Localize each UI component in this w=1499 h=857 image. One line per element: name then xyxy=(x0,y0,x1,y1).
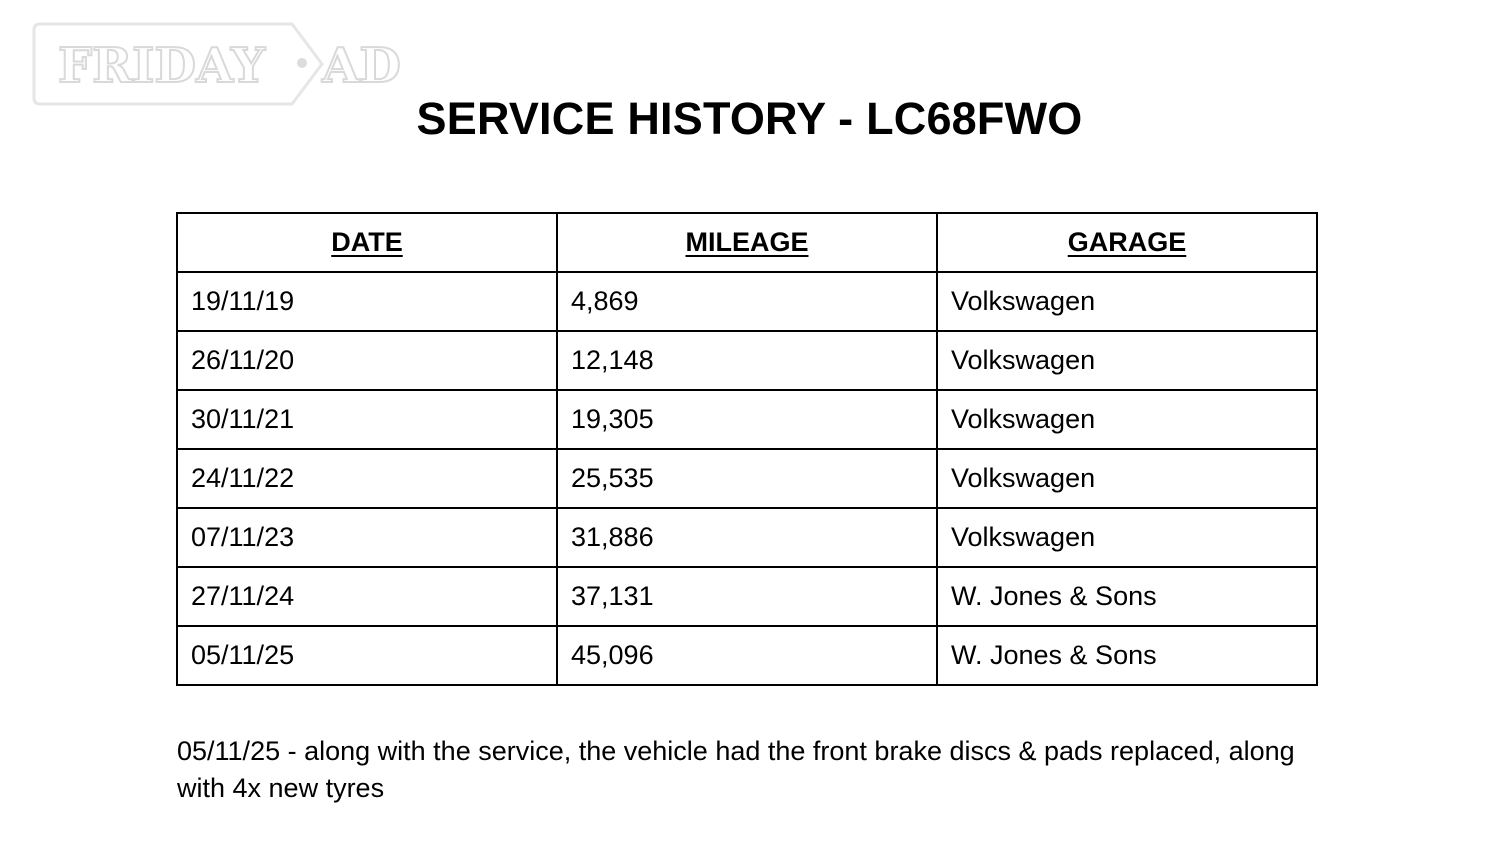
table-row xyxy=(177,331,1317,390)
garage-cell: Volkswagen xyxy=(937,449,1317,508)
mileage-cell: 4,869 xyxy=(557,272,937,331)
page-title: SERVICE HISTORY - LC68FWO xyxy=(416,93,1083,144)
mileage-cell: 31,886 xyxy=(557,508,937,567)
garage-cell: Volkswagen xyxy=(937,508,1317,567)
date-cell: 26/11/20 xyxy=(177,331,557,390)
table-row xyxy=(177,390,1317,449)
date-cell: 05/11/25 xyxy=(177,626,557,685)
column-header-garage: GARAGE xyxy=(937,213,1317,272)
mileage-cell: 45,096 xyxy=(557,626,937,685)
table-row xyxy=(177,272,1317,331)
table-row xyxy=(177,626,1317,685)
date-cell: 19/11/19 xyxy=(177,272,557,331)
mileage-cell: 19,305 xyxy=(557,390,937,449)
date-cell: 27/11/24 xyxy=(177,567,557,626)
service-note: 05/11/25 - along with the service, the vehicle had the front brake discs & pads replaced, along with 4x new tyres xyxy=(177,736,1295,803)
mileage-cell: 37,131 xyxy=(557,567,937,626)
column-header-date: DATE xyxy=(177,213,557,272)
mileage-cell: 12,148 xyxy=(557,331,937,390)
watermark-text-right: AD xyxy=(322,38,401,94)
table-row xyxy=(177,508,1317,567)
garage-cell: W. Jones & Sons xyxy=(937,626,1317,685)
table-row xyxy=(177,567,1317,626)
watermark-text-left: FRIDAY xyxy=(58,38,266,94)
garage-cell: Volkswagen xyxy=(937,390,1317,449)
garage-cell: Volkswagen xyxy=(937,272,1317,331)
service-history-table xyxy=(176,212,1318,686)
date-cell: 07/11/23 xyxy=(177,508,557,567)
garage-cell: W. Jones & Sons xyxy=(937,567,1317,626)
date-cell: 24/11/22 xyxy=(177,449,557,508)
mileage-cell: 25,535 xyxy=(557,449,937,508)
table-header-row xyxy=(177,213,1317,272)
table-row xyxy=(177,449,1317,508)
garage-cell: Volkswagen xyxy=(937,331,1317,390)
column-header-mileage: MILEAGE xyxy=(557,213,937,272)
date-cell: 30/11/21 xyxy=(177,390,557,449)
